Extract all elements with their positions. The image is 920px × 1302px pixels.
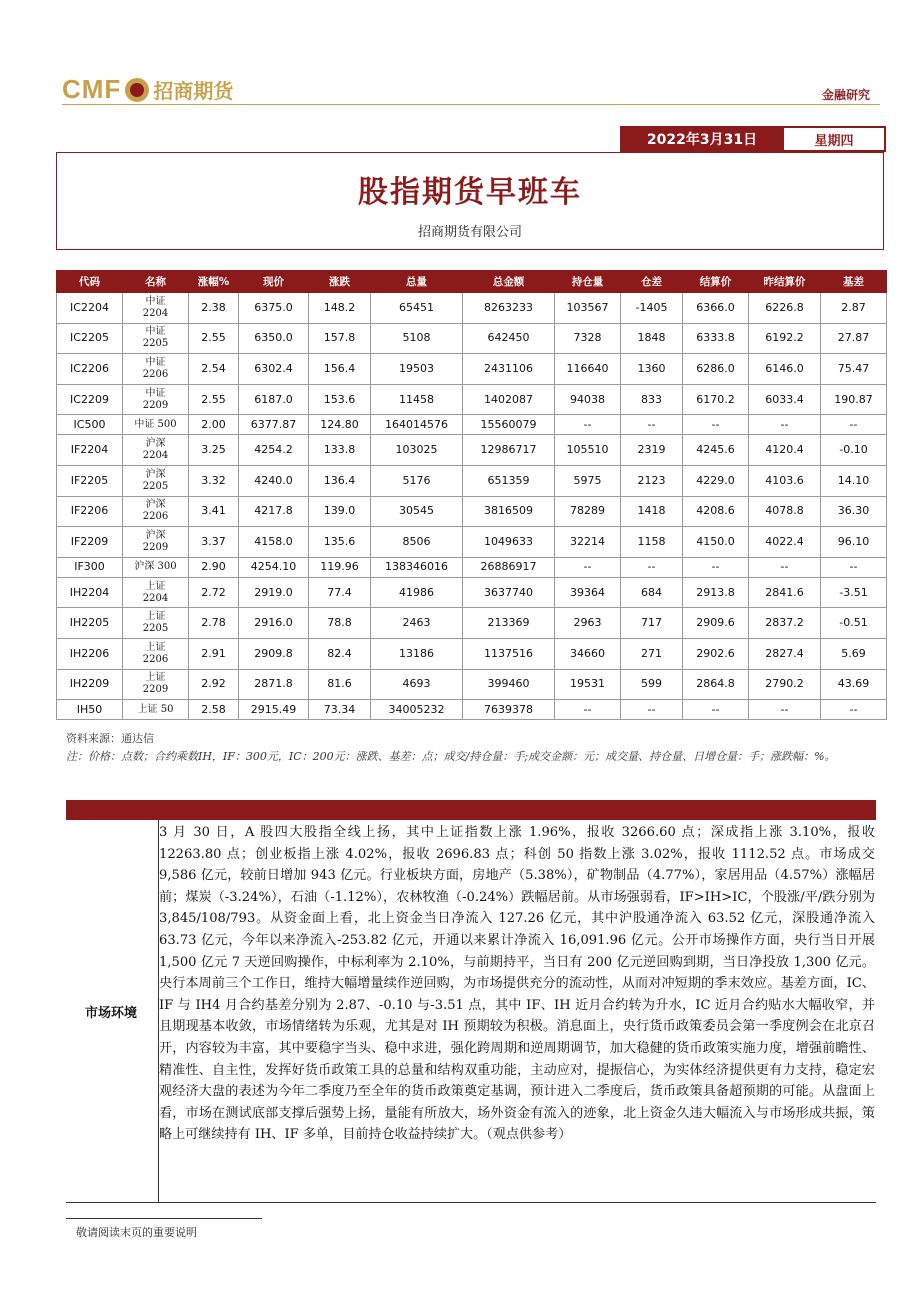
table-cell: 2827.4 (749, 638, 821, 669)
table-cell: 36.30 (821, 496, 887, 527)
table-cell: 2.90 (189, 557, 239, 577)
table-cell: 中证 2205 (123, 323, 189, 354)
table-cell: 6033.4 (749, 384, 821, 415)
table-cell: 4254.10 (239, 557, 309, 577)
table-cell: 2.91 (189, 638, 239, 669)
table-cell: 153.6 (309, 384, 371, 415)
table-cell: 6302.4 (239, 354, 309, 385)
company-logo (62, 74, 233, 105)
table-cell: 77.4 (309, 577, 371, 608)
table-cell: 上证 50 (123, 700, 189, 720)
table-cell: 119.96 (309, 557, 371, 577)
table-cell: 2123 (621, 465, 683, 496)
table-cell: 26886917 (463, 557, 555, 577)
table-cell: 2790.2 (749, 669, 821, 700)
table-cell: 41986 (371, 577, 463, 608)
table-cell: 32214 (555, 527, 621, 558)
table-cell: 94038 (555, 384, 621, 415)
table-cell: 8263233 (463, 293, 555, 324)
table-cell: 3637740 (463, 577, 555, 608)
table-cell: 2909.8 (239, 638, 309, 669)
table-cell: 2.92 (189, 669, 239, 700)
table-cell: -- (749, 557, 821, 577)
column-header: 基差 (821, 271, 887, 293)
table-cell: 271 (621, 638, 683, 669)
table-cell: 139.0 (309, 496, 371, 527)
column-header: 现价 (239, 271, 309, 293)
table-cell: 4078.8 (749, 496, 821, 527)
table-cell: 沪深 300 (123, 557, 189, 577)
table-cell: 3.25 (189, 435, 239, 466)
title-box (56, 152, 884, 250)
table-cell: 82.4 (309, 638, 371, 669)
table-row (57, 700, 887, 720)
table-cell: -- (555, 700, 621, 720)
table-cell: IF2209 (57, 527, 123, 558)
page-title: 股指期货早班车 (358, 175, 582, 210)
table-cell: 34660 (555, 638, 621, 669)
table-cell: IF2204 (57, 435, 123, 466)
table-cell: -- (821, 557, 887, 577)
table-row (57, 465, 887, 496)
table-cell: 4240.0 (239, 465, 309, 496)
table-cell: -- (821, 415, 887, 435)
table-cell: 上证 2205 (123, 608, 189, 639)
table-cell: 11458 (371, 384, 463, 415)
table-cell: 中证 2209 (123, 384, 189, 415)
table-cell: 14.10 (821, 465, 887, 496)
table-cell: 7328 (555, 323, 621, 354)
table-cell: 6192.2 (749, 323, 821, 354)
table-cell: 1137516 (463, 638, 555, 669)
table-row (57, 293, 887, 324)
table-cell: 156.4 (309, 354, 371, 385)
table-cell: 2841.6 (749, 577, 821, 608)
table-cell: 135.6 (309, 527, 371, 558)
table-cell: 34005232 (371, 700, 463, 720)
table-cell: 1049633 (463, 527, 555, 558)
table-cell: 2.72 (189, 577, 239, 608)
table-cell: 上证 2204 (123, 577, 189, 608)
table-cell: 19531 (555, 669, 621, 700)
page-subtitle: 招商期货有限公司 (417, 225, 522, 240)
table-cell: 105510 (555, 435, 621, 466)
table-cell: 5176 (371, 465, 463, 496)
table-cell: 2913.8 (683, 577, 749, 608)
column-header: 仓差 (621, 271, 683, 293)
table-cell: 78.8 (309, 608, 371, 639)
table-cell: 103567 (555, 293, 621, 324)
table-cell: 2871.8 (239, 669, 309, 700)
table-cell: IH2205 (57, 608, 123, 639)
table-cell: 2919.0 (239, 577, 309, 608)
table-cell: 164014576 (371, 415, 463, 435)
table-cell: -- (821, 700, 887, 720)
table-cell: -- (621, 700, 683, 720)
table-cell: 6226.8 (749, 293, 821, 324)
table-cell: 中证 2204 (123, 293, 189, 324)
table-cell: 5108 (371, 323, 463, 354)
column-header: 涨跌 (309, 271, 371, 293)
table-cell: 2.55 (189, 323, 239, 354)
table-notes (66, 730, 886, 766)
table-cell: 6350.0 (239, 323, 309, 354)
table-cell: 81.6 (309, 669, 371, 700)
table-cell: 2916.0 (239, 608, 309, 639)
table-cell: 1360 (621, 354, 683, 385)
report-weekday: 星期四 (784, 126, 886, 152)
table-cell: IC2206 (57, 354, 123, 385)
table-cell: 中证 500 (123, 415, 189, 435)
table-cell: -- (683, 700, 749, 720)
table-cell: 39364 (555, 577, 621, 608)
table-cell: 5975 (555, 465, 621, 496)
table-cell: 15560079 (463, 415, 555, 435)
section-header-bar (66, 800, 876, 820)
table-cell: 599 (621, 669, 683, 700)
table-row (57, 384, 887, 415)
table-cell: 2915.49 (239, 700, 309, 720)
table-cell: 2864.8 (683, 669, 749, 700)
table-cell: IC500 (57, 415, 123, 435)
table-cell: 12986717 (463, 435, 555, 466)
table-cell: 沪深 2204 (123, 435, 189, 466)
table-cell: 5.69 (821, 638, 887, 669)
table-cell: 8506 (371, 527, 463, 558)
table-cell: IH50 (57, 700, 123, 720)
table-cell: IH2204 (57, 577, 123, 608)
table-cell: 116640 (555, 354, 621, 385)
table-cell: 2963 (555, 608, 621, 639)
table-cell: 833 (621, 384, 683, 415)
table-cell: -1405 (621, 293, 683, 324)
table-cell: 2.58 (189, 700, 239, 720)
table-cell: 7639378 (463, 700, 555, 720)
table-cell: -- (555, 557, 621, 577)
table-cell: 133.8 (309, 435, 371, 466)
table-row (57, 527, 887, 558)
logo-text-en: CMF (62, 74, 122, 104)
table-cell: 651359 (463, 465, 555, 496)
table-cell: 2.38 (189, 293, 239, 324)
table-cell: 4693 (371, 669, 463, 700)
table-cell: 1158 (621, 527, 683, 558)
column-header: 代码 (57, 271, 123, 293)
table-cell: 4022.4 (749, 527, 821, 558)
table-cell: 213369 (463, 608, 555, 639)
date-bar (620, 126, 886, 152)
table-cell: 6146.0 (749, 354, 821, 385)
table-row (57, 435, 887, 466)
table-cell: 2.55 (189, 384, 239, 415)
unit-note: 注：价格：点数；合约乘数IH，IF：300元，IC：200元：涨跌、基差：点；成交/持仓量：手;成交金额：元；成交量、持仓量、日增仓量：手；涨跌幅：%。 (66, 750, 836, 763)
table-cell: IF2205 (57, 465, 123, 496)
table-cell: 717 (621, 608, 683, 639)
table-row (57, 496, 887, 527)
table-cell: 中证 2206 (123, 354, 189, 385)
table-cell: 6366.0 (683, 293, 749, 324)
table-cell: 124.80 (309, 415, 371, 435)
table-cell: 3.32 (189, 465, 239, 496)
table-cell: 27.87 (821, 323, 887, 354)
table-row (57, 323, 887, 354)
table-cell: IH2206 (57, 638, 123, 669)
table-cell: 138346016 (371, 557, 463, 577)
column-header: 名称 (123, 271, 189, 293)
table-row (57, 638, 887, 669)
table-cell: 6187.0 (239, 384, 309, 415)
table-cell: 4103.6 (749, 465, 821, 496)
table-header-row (57, 271, 887, 293)
table-cell: 沪深 2209 (123, 527, 189, 558)
table-cell: 上证 2206 (123, 638, 189, 669)
table-cell: -- (683, 557, 749, 577)
table-cell: 684 (621, 577, 683, 608)
table-cell: -- (555, 415, 621, 435)
table-cell: 2.78 (189, 608, 239, 639)
quote-table (56, 270, 887, 720)
table-cell: 3.37 (189, 527, 239, 558)
table-cell: IC2209 (57, 384, 123, 415)
table-cell: 沪深 2206 (123, 496, 189, 527)
report-date: 2022年3月31日 (620, 126, 784, 152)
table-cell: 3.41 (189, 496, 239, 527)
footer-disclaimer: 敬请阅读末页的重要说明 (76, 1226, 197, 1239)
table-cell: 157.8 (309, 323, 371, 354)
table-cell: 6375.0 (239, 293, 309, 324)
table-cell: 上证 2209 (123, 669, 189, 700)
table-row (57, 415, 887, 435)
table-cell: 2.87 (821, 293, 887, 324)
market-commentary: 3 月 30 日，A 股四大股指全线上扬，其中上证指数上涨 1.96%，报收 3266.60 点；深成指上涨 3.10%，报收 12263.80 点；创业板指上涨 4.02%，报收 2696.83 点；科创 50 指数上涨 3.02%，报收 1112.52 点。市场成交 9,586 亿元，较前日增加 943 亿元。行业板块方面，房地产（5.38%），矿物制品（4.77%），家居用品（4.57%）涨幅居前；煤炭（-3.24%），石油（-1.12%），农林牧渔（-0.24%）跌幅居前。从市场强弱看，IF>IH>IC，个股涨/平/跌分别为 3,845/108/793。从资金面上看，北上资金当日净流入 127.26 亿元，其中沪股通净流入 63.52 亿元，深股通净流入 63.73 亿元，今年以来净流入-253.82 亿元，开通以来累计净流入 16,091.96 亿元。公开市场操作方面，央行当日开展 1,500 亿元 7 天逆回购操作，中标利率为 2.10%，与前期持平，当日有 200 亿元逆回购到期，当日净投放 1,300 亿元。央行本周前三个工作日，维持大幅增量续作逆回购，为市场提供充分的流动性，从而对冲短期的季末效应。基差方面，IC、IF 与 IH4 月合约基差分别为 2.87、-0.10 与-3.51 点，其中 IF、IH 近月合约转为升水，IC 近月合约贴水大幅收窄，并且期现基本收敛，市场情绪转为乐观，尤其是对 IH 预期较为积极。消息面上，央行货币政策委员会第一季度例会在北京召开，内容较为丰富，其中要稳字当头、稳中求进，强化跨周期和逆周期调节，加大稳健的货币政策实施力度，增强前瞻性、精准性、自主性，发挥好货币政策工具的总量和结构双重功能，主动应对，提振信心，为实体经济提供更有力支持，稳定宏观经济大盘的表述为今年二季度乃至全年的货币政策奠定基调，预计进入二季度后，货币政策具备超预期的可能。从盘面上看，市场在测试底部支撑后强势上扬，量能有所放大，场外资金有流入的迹象，北上资金久违大幅流入与市场形成共振，策略上可继续持有 IH、IF 多单，目前持仓收益持续扩大。（观点供参考） (159, 825, 875, 1143)
column-header: 总金额 (463, 271, 555, 293)
table-cell: 4245.6 (683, 435, 749, 466)
table-cell: 4217.8 (239, 496, 309, 527)
table-cell: -- (621, 557, 683, 577)
table-cell: 103025 (371, 435, 463, 466)
table-cell: 4158.0 (239, 527, 309, 558)
market-label: 市场环境 (84, 1005, 137, 1021)
table-cell: 6170.2 (683, 384, 749, 415)
table-cell: -- (621, 415, 683, 435)
column-header: 昨结算价 (749, 271, 821, 293)
table-row (57, 354, 887, 385)
column-header: 总量 (371, 271, 463, 293)
table-cell: 2902.6 (683, 638, 749, 669)
table-cell: 1848 (621, 323, 683, 354)
table-cell: 148.2 (309, 293, 371, 324)
table-cell: -0.10 (821, 435, 887, 466)
table-cell: -3.51 (821, 577, 887, 608)
table-cell: 65451 (371, 293, 463, 324)
column-header: 涨幅% (189, 271, 239, 293)
table-cell: IH2209 (57, 669, 123, 700)
table-cell: IF2206 (57, 496, 123, 527)
table-cell: -0.51 (821, 608, 887, 639)
table-cell: 6377.87 (239, 415, 309, 435)
table-cell: 2319 (621, 435, 683, 466)
table-cell: 2.00 (189, 415, 239, 435)
table-cell: 2431106 (463, 354, 555, 385)
column-header: 结算价 (683, 271, 749, 293)
report-category: 金融研究 (821, 88, 870, 102)
table-cell: 190.87 (821, 384, 887, 415)
table-cell: 75.47 (821, 354, 887, 385)
table-cell: 399460 (463, 669, 555, 700)
table-cell: 4120.4 (749, 435, 821, 466)
table-cell: 4150.0 (683, 527, 749, 558)
header-divider (62, 104, 880, 105)
table-cell: 2837.2 (749, 608, 821, 639)
table-cell: 4208.6 (683, 496, 749, 527)
table-cell: IC2204 (57, 293, 123, 324)
table-cell: 1402087 (463, 384, 555, 415)
table-cell: 4254.2 (239, 435, 309, 466)
table-cell: 136.4 (309, 465, 371, 496)
table-cell: 6333.8 (683, 323, 749, 354)
table-cell: 沪深 2205 (123, 465, 189, 496)
table-cell: 19503 (371, 354, 463, 385)
logo-text-cn: 招商期货 (153, 79, 234, 103)
page-header (62, 70, 880, 106)
footer-divider (66, 1218, 262, 1219)
table-cell: 3816509 (463, 496, 555, 527)
table-cell: 4229.0 (683, 465, 749, 496)
table-cell: 6286.0 (683, 354, 749, 385)
table-cell: 2463 (371, 608, 463, 639)
table-cell: -- (749, 700, 821, 720)
table-cell: -- (749, 415, 821, 435)
table-row (57, 608, 887, 639)
table-cell: 1418 (621, 496, 683, 527)
table-cell: 30545 (371, 496, 463, 527)
column-header: 持仓量 (555, 271, 621, 293)
table-cell: 13186 (371, 638, 463, 669)
table-row (57, 557, 887, 577)
logo-emblem-icon (125, 78, 149, 102)
table-row (57, 577, 887, 608)
table-row (57, 669, 887, 700)
table-cell: 96.10 (821, 527, 887, 558)
table-cell: 78289 (555, 496, 621, 527)
table-cell: 642450 (463, 323, 555, 354)
table-cell: IF300 (57, 557, 123, 577)
table-cell: -- (683, 415, 749, 435)
market-section (66, 820, 876, 1203)
table-cell: 43.69 (821, 669, 887, 700)
table-cell: 2.54 (189, 354, 239, 385)
data-source: 资料来源：通达信 (66, 732, 154, 745)
table-cell: IC2205 (57, 323, 123, 354)
table-cell: 73.34 (309, 700, 371, 720)
table-cell: 2909.6 (683, 608, 749, 639)
